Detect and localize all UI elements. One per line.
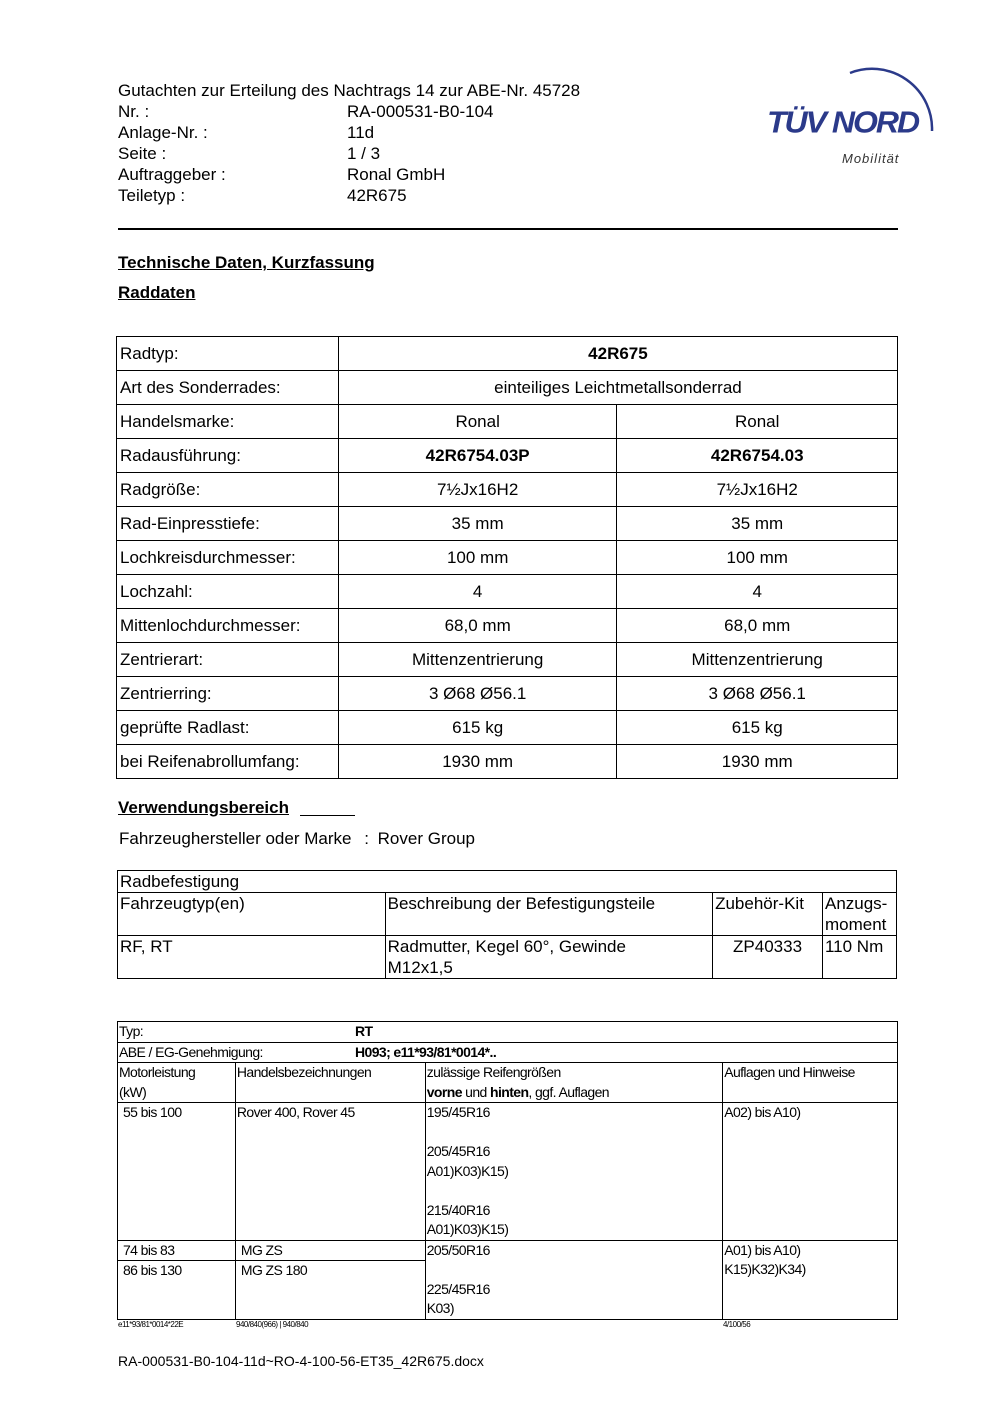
art-value: einteiliges Leichtmetallsonderrad	[338, 371, 897, 405]
cell-value: 3 Ø68 Ø56.1	[617, 677, 898, 711]
table-row	[117, 541, 898, 575]
row-label: Mittenlochdurchmesser:	[117, 609, 339, 643]
footer-filename: RA-000531-B0-104-11d~RO-4-100-56-ET35_42R675.docx	[118, 1353, 484, 1369]
cell-value: 615 kg	[338, 711, 617, 745]
cell-value: Mittenzentrierung	[617, 643, 898, 677]
table-row	[117, 507, 898, 541]
header-line: Motorleistung	[119, 1064, 196, 1080]
header-line: (kW)	[119, 1083, 147, 1100]
cell-auflagen	[723, 1240, 898, 1320]
cell-motorleistung: 86 bis 130	[118, 1261, 236, 1320]
cell-handelsbezeichnung: MG ZS 180	[235, 1261, 425, 1320]
row-label: Lochkreisdurchmesser:	[117, 541, 339, 575]
cell-value: 68,0 mm	[338, 609, 617, 643]
auflage-line: A01) bis A10)	[724, 1241, 801, 1258]
hersteller-value: Rover Group	[377, 829, 475, 848]
cell-reifengroessen	[425, 1240, 722, 1320]
header-label: Teiletyp :	[118, 186, 186, 205]
table-row	[117, 643, 898, 677]
typ-table	[117, 1021, 898, 1320]
column-header	[425, 1063, 722, 1103]
cell-reifengroessen	[425, 1103, 722, 1241]
column-header: Fahrzeugtyp(en)	[118, 893, 386, 936]
header-text: , ggf. Auflagen	[528, 1083, 609, 1100]
cell-anzugsmoment: 110 Nm	[822, 936, 896, 979]
tire-size: 205/45R16	[426, 1143, 490, 1159]
row-label: Rad-Einpresstiefe:	[117, 507, 339, 541]
header-value: 1 / 3	[347, 144, 381, 163]
cell-motorleistung: 74 bis 83	[118, 1240, 236, 1261]
section-raddaten-title: Raddaten	[118, 283, 196, 302]
header-line: moment	[824, 915, 887, 934]
table-row	[117, 439, 898, 473]
table-row	[118, 1240, 898, 1261]
cell-value: Ronal	[617, 405, 898, 439]
row-label: Lochzahl:	[117, 575, 339, 609]
abe-row	[118, 1042, 898, 1063]
table-row	[117, 473, 898, 507]
table-row	[117, 405, 898, 439]
logo-brand: TÜV NORD	[767, 104, 919, 140]
table-row	[117, 745, 898, 779]
header-value: 11d	[347, 123, 375, 142]
cell-beschreibung	[385, 936, 712, 979]
cell-handelsbezeichnung: MG ZS	[235, 1240, 425, 1261]
cell-value: Mittenzentrierung	[338, 643, 617, 677]
cell-value: 4	[617, 575, 898, 609]
column-header: Zubehör-Kit	[713, 893, 823, 936]
cell-value: 35 mm	[617, 507, 898, 541]
text-line: Radmutter, Kegel 60°, Gewinde	[387, 937, 626, 956]
logo-subtitle: Mobilität	[842, 151, 900, 166]
abe-value: H093; e11*93/81*0014*..	[355, 1043, 497, 1060]
typ-label: Typ:	[119, 1023, 144, 1039]
cell-fahrzeugtyp: RF, RT	[118, 936, 386, 979]
cell-value: 7½Jx16H2	[338, 473, 617, 507]
table-row	[118, 1103, 898, 1241]
hersteller-label: Fahrzeughersteller oder Marke	[119, 829, 352, 848]
tire-size: 205/50R16	[426, 1241, 490, 1258]
table-row	[118, 871, 897, 893]
cell-value: 100 mm	[338, 541, 617, 575]
row-label: geprüfte Radlast:	[117, 711, 339, 745]
section-underline-extension	[300, 815, 355, 816]
header-line: Anzugs-	[824, 894, 888, 913]
typtable-note-values: 940/840(966) | 940/840	[236, 1320, 309, 1329]
radbefestigung-table	[117, 870, 897, 979]
befestigung-title: Radbefestigung	[118, 871, 897, 893]
cell-value: 7½Jx16H2	[617, 473, 898, 507]
cell-auflagen: A02) bis A10)	[723, 1103, 898, 1241]
tire-auflage: K03)	[426, 1300, 454, 1316]
header-label: Anlage-Nr. :	[118, 123, 208, 142]
tire-size: 215/40R16	[426, 1201, 490, 1218]
table-row	[117, 677, 898, 711]
auflage-line: K15)K32)K34)	[724, 1261, 806, 1277]
cell-value: 1930 mm	[338, 745, 617, 779]
section-verwendung-title: Verwendungsbereich	[118, 798, 289, 817]
table-header-row	[118, 1063, 898, 1103]
row-label: Handelsmarke:	[117, 405, 339, 439]
text-line: M12x1,5	[387, 958, 453, 977]
cell-value: 100 mm	[617, 541, 898, 575]
row-label: Radtyp:	[117, 337, 339, 371]
column-header	[822, 893, 896, 936]
tire-size: 225/45R16	[426, 1280, 490, 1297]
tire-auflage: A01)K03)K15)	[426, 1162, 509, 1179]
table-row	[117, 337, 898, 371]
typtable-note-homologation: e11*93/81*0014*22E	[118, 1320, 184, 1329]
header-bold: vorne	[426, 1083, 462, 1100]
header-label: Seite :	[118, 144, 167, 163]
header-divider	[118, 228, 898, 230]
row-label: Art des Sonderrades:	[117, 371, 339, 405]
column-header: Beschreibung der Befestigungsteile	[385, 893, 712, 936]
header-value: Ronal GmbH	[347, 165, 446, 184]
document-title: Gutachten zur Erteilung des Nachtrags 14 zur ABE-Nr. 45728	[118, 81, 581, 100]
row-label: bei Reifenabrollumfang:	[117, 745, 339, 779]
header-value: RA-000531-B0-104	[347, 102, 494, 121]
header-line: zulässige Reifengrößen	[426, 1064, 561, 1080]
table-row	[117, 609, 898, 643]
header-text: und	[461, 1083, 491, 1100]
table-header-row	[118, 893, 897, 936]
cell-zubehoer-kit: ZP40333	[713, 936, 823, 979]
cell-value: 42R6754.03	[617, 439, 898, 473]
cell-value: Ronal	[338, 405, 617, 439]
row-label: Radgröße:	[117, 473, 339, 507]
header-label: Auftraggeber :	[118, 165, 226, 184]
typ-row	[118, 1022, 898, 1043]
header-line	[427, 1083, 721, 1103]
header-value: 42R675	[347, 186, 407, 205]
column-header	[118, 1063, 236, 1103]
table-row	[118, 1022, 898, 1043]
abe-label: ABE / EG-Genehmigung:	[119, 1043, 263, 1060]
cell-value: 3 Ø68 Ø56.1	[338, 677, 617, 711]
cell-handelsbezeichnung: Rover 400, Rover 45	[235, 1103, 425, 1241]
cell-value: 42R6754.03P	[338, 439, 617, 473]
tire-auflage: A01)K03)K15)	[426, 1221, 509, 1237]
table-row	[117, 575, 898, 609]
table-row	[117, 711, 898, 745]
table-row	[118, 1042, 898, 1063]
cell-motorleistung: 55 bis 100	[118, 1103, 236, 1241]
header-bold: hinten	[490, 1083, 529, 1100]
row-label: Zentrierring:	[117, 677, 339, 711]
typ-value: RT	[355, 1023, 373, 1039]
cell-value: 4	[338, 575, 617, 609]
column-header: Auflagen und Hinweise	[723, 1063, 898, 1103]
cell-value: 615 kg	[617, 711, 898, 745]
row-label: Zentrierart:	[117, 643, 339, 677]
hersteller-line	[119, 829, 475, 849]
raddaten-table	[116, 336, 898, 779]
radtyp-value: 42R675	[338, 337, 897, 371]
typtable-note-code: 4/100/56	[723, 1320, 751, 1329]
table-row	[118, 936, 897, 979]
cell-value: 68,0 mm	[617, 609, 898, 643]
section-tech-title: Technische Daten, Kurzfassung	[118, 253, 375, 272]
tire-size: 195/45R16	[426, 1104, 490, 1120]
table-row	[117, 371, 898, 405]
hersteller-separator: :	[364, 829, 369, 848]
cell-value: 35 mm	[338, 507, 617, 541]
column-header: Handelsbezeichnungen	[235, 1063, 425, 1103]
cell-value: 1930 mm	[617, 745, 898, 779]
header-label: Nr. :	[118, 102, 150, 121]
row-label: Radausführung:	[117, 439, 339, 473]
